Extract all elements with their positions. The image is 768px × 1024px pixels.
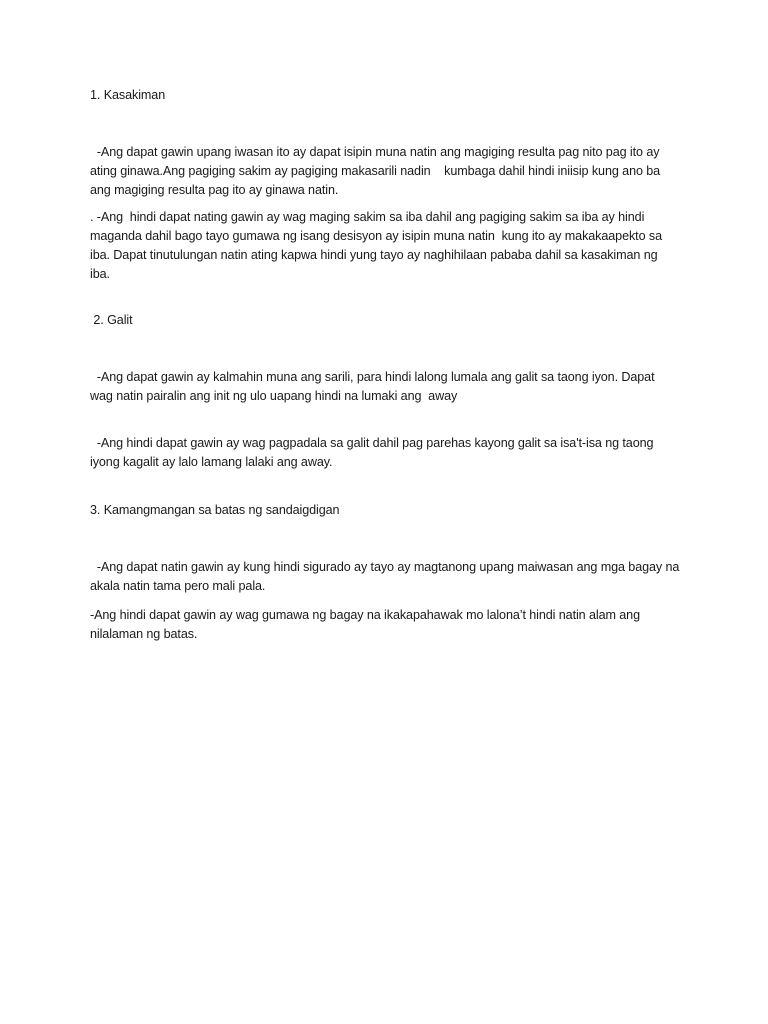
paragraph-kamangmangan-hindi-dapat: -Ang hindi dapat gawin ay wag gumawa ng bagay na ikakapahawak mo lalona’t hindi natin alam ang nilalaman ng batas.	[90, 608, 644, 641]
section-title-kamangmangan: 3. Kamangmangan sa batas ng sandaigdigan	[90, 503, 340, 517]
section-title-kasakiman: 1. Kasakiman	[90, 88, 166, 102]
paragraph-kamangmangan-dapat: -Ang dapat natin gawin ay kung hindi sigurado ay tayo ay magtanong upang maiwasan ang mga bagay na akala natin tama pero mali pala.	[90, 560, 683, 593]
paragraph-galit-hindi-dapat: -Ang hindi dapat gawin ay wag pagpadala sa galit dahil pag parehas kayong galit sa isa't-isa ng taong iyong kagalit ay lalo lamang lalaki ang away.	[90, 436, 657, 469]
document-body	[90, 86, 683, 644]
paragraph-galit-dapat: -Ang dapat gawin ay kalmahin muna ang sarili, para hindi lalong lumala ang galit sa taong iyon. Dapat wag natin pairalin ang init ng ulo uapang hindi na lumaki ang away	[90, 370, 658, 403]
paragraph-kasakiman-dapat: -Ang dapat gawin upang iwasan ito ay dapat isipin muna natin ang magiging resulta pag nito pag ito ay ating ginawa.Ang pagiging sakim ay pagiging makasarili nadin kumbaga dahil hindi iniisip kung ano ba ang magiging resulta pag ito ay ginawa natin.	[90, 145, 664, 197]
section-title-galit: 2. Galit	[90, 313, 133, 327]
paragraph-kasakiman-hindi-dapat: . -Ang hindi dapat nating gawin ay wag maging sakim sa iba dahil ang pagiging sakim sa iba ay hindi maganda dahil bago tayo gumawa ng isang desisyon ay isipin muna natin kung ito ay makakaapekto sa iba. Dapat tinutulungan natin ating kapwa hindi yung tayo ay naghihilaan pababa dahil sa kasakiman ng iba.	[90, 210, 666, 281]
